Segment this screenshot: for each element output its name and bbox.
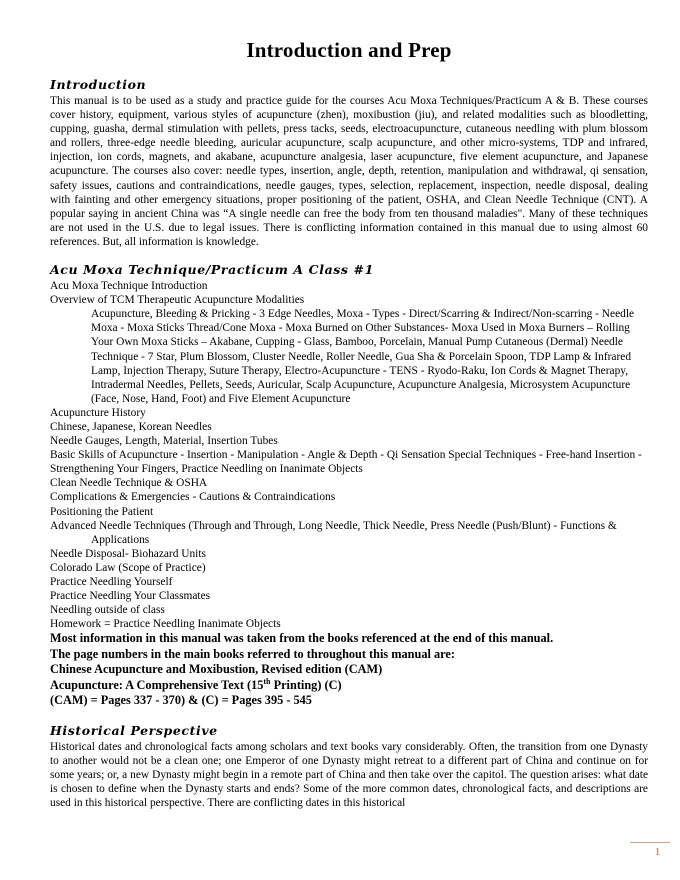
history-heading: Historical Perspective: [50, 722, 218, 738]
class1-line: Acu Moxa Technique Introduction: [50, 280, 208, 293]
class1-item: Basic Skills of Acupuncture - Insertion - Manipulation - Angle & Depth - Qi Sensation Special Techniques - Free-hand Insertion - Strengthening Your Fingers, Practice Needling on Inanimate Objects: [50, 449, 642, 476]
class1-item: Practice Needling Your Classmates: [50, 590, 211, 603]
class1-heading: Acu Moxa Technique/Practicum A Class #1: [50, 262, 374, 278]
class1-item: Needle Disposal- Biohazard Units: [50, 547, 206, 560]
reference-book-suffix: Printing) (C): [270, 677, 342, 692]
introduction-paragraph: This manual is to be used as a study and practice guide for the courses Acu Moxa Techniques/Practicum A & B. These courses cover history, equipment, various styles of acupuncture (zhen), moxibustion (jiu), and related modalities such as bloodletting, cupping, guasha, dermal stimulation with pellets, press tacks, seeds, electroacupuncture, cutaneous needling with plum blossom and rollers, three-edge needle bleeding, auricular acupuncture, scalp acupuncture, and other micro-systems, TDP and infrared, injection, ion cords, magnets, and akabane, acupuncture analgesia, laser acupuncture, five element acupuncture, and Japanese acupuncture. The courses also cover: needle types, insertion, angle, depth, retention, manipulation and withdrawal, qi sensation, safety issues, cautions and contraindications, needle gauges, types, selection, replacement, inspection, needle disposal, dealing with fainting and other emergency situations, proper positioning of the patient, OSHA, and Clean Needle Technique (CNT). A popular saying in ancient China was “A single needle can free the body from ten thousand maladies". Many of these techniques are not used in the U.S. due to legal issues. There is conflicting information contained in this manual due to using almost 60 references. But, all information is knowledge.: [50, 95, 648, 248]
modalities-list: Acupuncture, Bleeding & Pricking - 3 Edge Needles, Moxa - Types - Direct/Scarring & Indirect/Non-scarring - Needle Moxa - Moxa Sticks Thread/Cone Moxa - Moxa Burned on Other Substances- Moxa Used in Moxa Burners – Rolling Your Own Moxa Sticks – Akabane, Cupping - Glass, Bamboo, Porcelain, Manual Pump Cutaneous (Dermal) Needle Technique - 7 Star, Plum Blossom, Cluster Needle, Roller Needle, Gua Sha & Porcelain Spoon, TDP Lamp & Infrared Lamp, Injection Therapy, Suture Therapy, Electro-Acupuncture - TENS - Ryodo-Raku, Ion Cords & Magnet Therapy, Intradermal Needles, Pellets, Seeds, Auricular, Scalp Acupuncture, Acupuncture Analgesia, Microsystem Acupuncture (Face, Nose, Hand, Foot) and Five Element Acupuncture: [91, 308, 635, 405]
page-number: 1: [655, 847, 661, 858]
history-paragraph: Historical dates and chronological facts among scholars and text books vary considerably. Often, the transition from one Dynasty to another would not be a clean one; one Emperor of one Dynasty might retreat to a different part of China and continue on for some years; or, a new Dynasty might begin in a remote part of China and then take over the capitol. The question arises: what date is chosen to define when the Dynasty starts and ends? Some of the more common dates, chronological facts, and descriptions are used in this historical perspective. There are conflicting dates in this historical: [50, 740, 648, 810]
footer-rule: [630, 842, 670, 843]
reference-note: The page numbers in the main books referred to throughout this manual are:: [50, 646, 455, 661]
reference-book-title: Acupuncture: A Comprehensive Text (15: [50, 677, 264, 692]
class1-item: Chinese, Japanese, Korean Needles: [50, 420, 212, 433]
class1-item: Clean Needle Technique & OSHA: [50, 477, 208, 490]
reference-pages: (CAM) = Pages 337 - 370) & (C) = Pages 395 - 545: [50, 693, 312, 708]
class1-item: Needle Gauges, Length, Material, Insertion Tubes: [50, 435, 278, 448]
class1-item: Positioning the Patient: [50, 505, 154, 518]
page-content: [50, 38, 648, 810]
class1-item: Needling outside of class: [50, 604, 165, 617]
class1-item: Complications & Emergencies - Cautions & Contraindications: [50, 491, 336, 504]
page-title: Introduction and Prep: [246, 38, 452, 62]
reference-note: Most information in this manual was taken from the books referenced at the end of this manual.: [50, 631, 554, 646]
class1-item: Advanced Needle Techniques (Through and Through, Long Needle, Thick Needle, Press Needle (Push/Blunt) - Functions & Applications: [50, 519, 617, 546]
introduction-heading: Introduction: [50, 77, 147, 92]
class1-item: Practice Needling Yourself: [50, 576, 173, 588]
class1-item: Colorado Law (Scope of Practice): [50, 561, 206, 574]
class1-item: Acupuncture History: [50, 406, 146, 419]
reference-book: [50, 678, 648, 694]
reference-book: Chinese Acupuncture and Moxibustion, Revised edition (CAM): [50, 662, 383, 677]
class1-line: Overview of TCM Therapeutic Acupuncture Modalities: [50, 294, 305, 307]
class1-item: Homework = Practice Needling Inanimate Objects: [50, 618, 281, 631]
superscript: th: [263, 676, 271, 686]
